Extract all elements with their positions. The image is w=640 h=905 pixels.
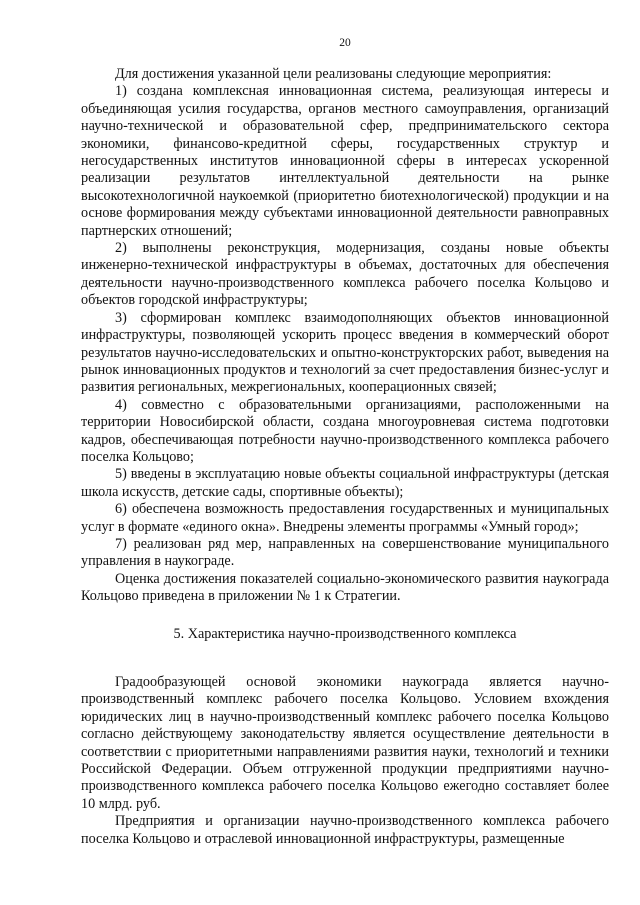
section-heading: 5. Характеристика научно-производственного комплекса [173,625,517,642]
list-item-3: 3) сформирован комплекс взаимодополняющих объектов инновационной инфраструктуры, позволяющей ускорить процесс введения в коммерческий оборот результатов научно-исследовательских и опытно-конструкторских работ, выведения на рынок инновационных продуктов и технологий за счет предоставления бизнес-услуг и развития региональных, межрегиональных, кооперационных связей; [81,309,609,396]
closing-paragraph: Оценка достижения показателей социально-экономического развития наукограда Кольцово приведена в приложении № 1 к Стратегии. [81,570,609,605]
section-paragraph-1: Градообразующей основой экономики наукограда является научно-производственный комплекс рабочего поселка Кольцово. Условием вхождения юридических лиц в научно-производственный комплекс рабочего поселка Кольцово согласно действующему законодательству является осуществление деятельности в соответствии с приоритетными направлениями развития науки, технологий и техники Российской Федерации. Объем отгруженной продукции предприятиями научно-производственного комплекса рабочего поселка Кольцово ежегодно составляет более 10 млрд. руб. [81,674,609,812]
list-item-1: 1) создана комплексная инновационная система, реализующая интересы и объединяющая усилия государства, органов местного самоуправления, организаций научно-технической и образовательной сфер, предпринимательского сектора экономики, финансово-кредитной сферы, государственных структур и негосударственных институтов инновационной сферы в интересах ускоренной реализации результатов интеллектуальной деятельности на рынке высокотехнологичной наукоемкой (приоритетно биотехнологической) продукции и на основе формирования между субъектами инновационной деятельности равноправных партнерских отношений; [81,83,609,239]
list-item-7: 7) реализован ряд мер, направленных на совершенствование муниципального управления в наукограде. [81,535,609,570]
list-item-5: 5) введены в эксплуатацию новые объекты социальной инфраструктуры (детская школа искусств, детские сады, спортивные объекты); [81,466,609,500]
list-item-2: 2) выполнены реконструкция, модернизация, созданы новые объекты инженерно-технической инфраструктуры в объемах, достаточных для обеспечения деятельности научно-производственного комплекса рабочего поселка Кольцово и объектов городской инфраструктуры; [81,240,609,309]
list-item-4: 4) совместно с образовательными организациями, расположенными на территории Новосибирской области, создана многоуровневая система подготовки кадров, обеспечивающая потребности научно-производственного комплекса рабочего поселка Кольцово; [81,396,609,465]
intro-paragraph: Для достижения указанной цели реализованы следующие мероприятия: [115,66,552,82]
list-item-6: 6) обеспечена возможность предоставления государственных и муниципальных услуг в формате «единого окна». Внедрены элементы программы «Умный город»; [81,501,609,535]
section-paragraph-2: Предприятия и организации научно-производственного комплекса рабочего поселка Кольцово и отраслевой инновационной инфраструктуры, размещенные [81,813,609,847]
page-number: 20 [339,37,351,49]
